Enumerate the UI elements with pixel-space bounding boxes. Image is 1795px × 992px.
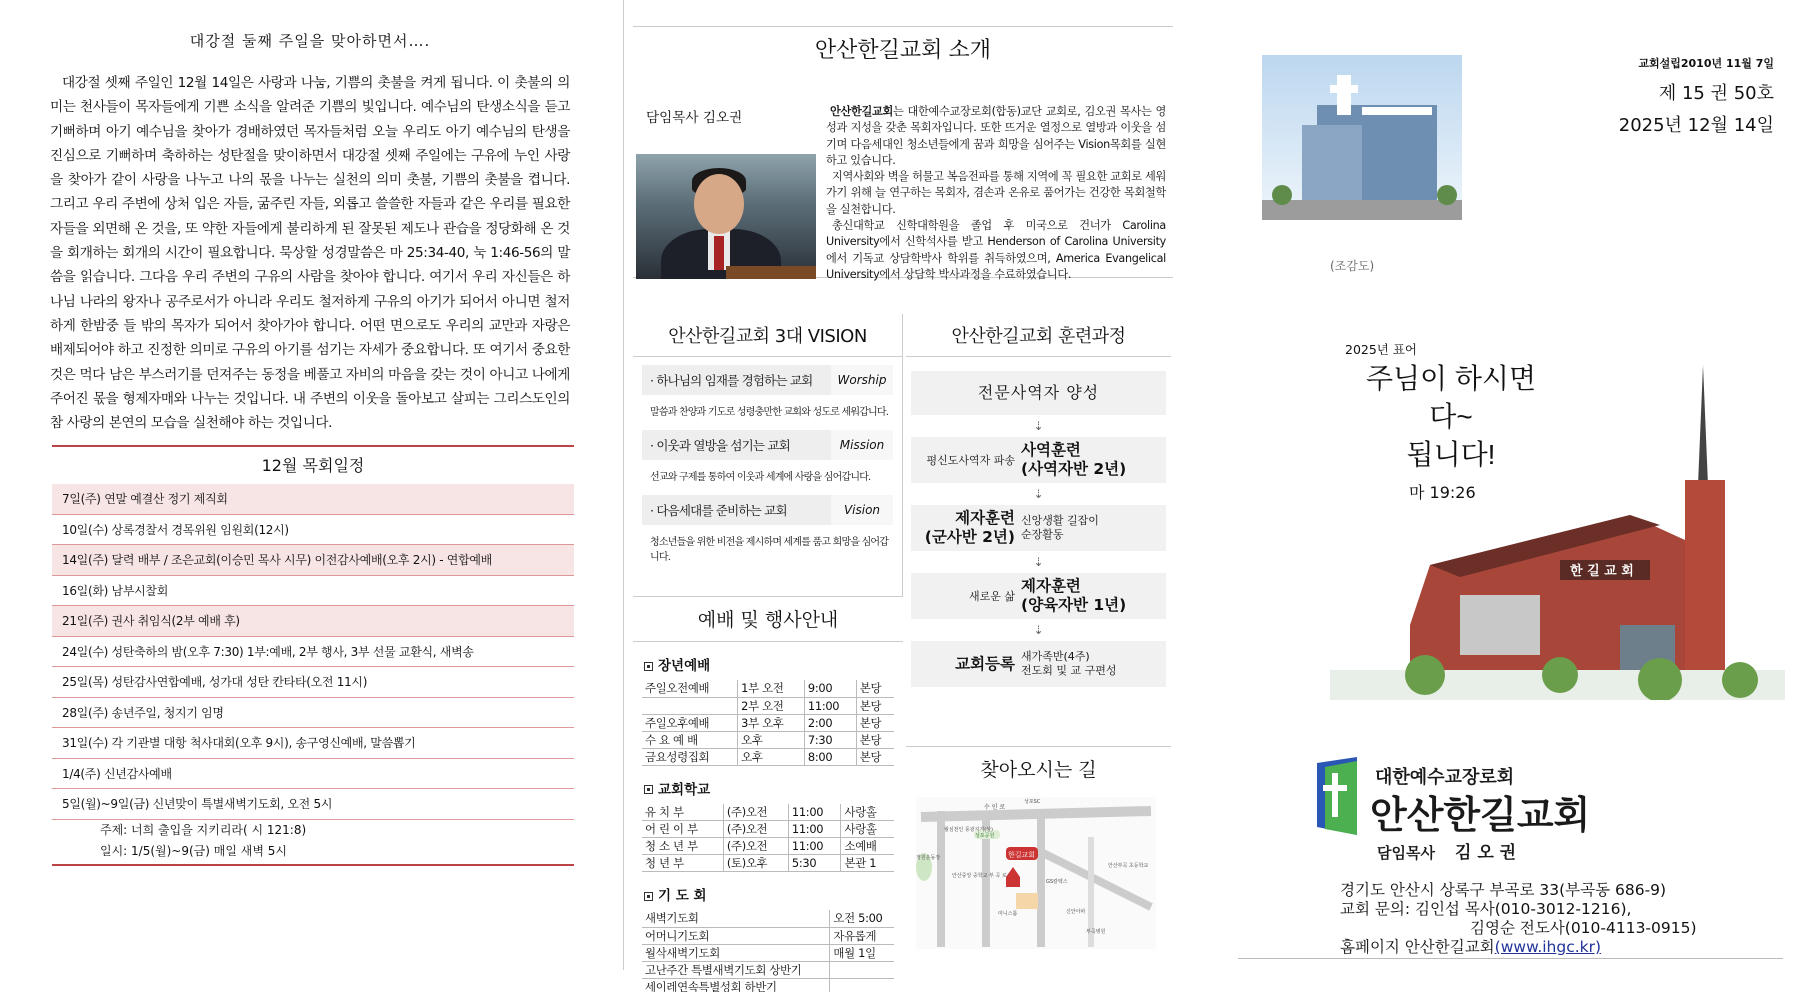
map-title: 찾아오시는 길 — [980, 759, 1097, 781]
schedule-item: 5일(월)~9일(금) 신년맞이 특별새벽기도회, 오전 5시 — [52, 789, 574, 820]
vision-head — [642, 430, 893, 460]
intro-text — [826, 104, 1166, 283]
training-section — [906, 314, 1171, 746]
table-row — [642, 697, 894, 714]
contact-2: 김영순 전도사(010-4113-0915) — [1470, 919, 1697, 937]
intro-church-name: 안산한길교회 — [829, 105, 894, 118]
schedule-list — [52, 484, 574, 820]
training-step-5-name: 교회등록 — [955, 654, 1015, 673]
table-cell — [642, 697, 738, 714]
prayer-table — [642, 910, 894, 992]
square-bullet-icon — [644, 892, 653, 901]
table-cell: 오후 — [738, 731, 805, 748]
homepage-link[interactable]: (www.ihgc.kr) — [1494, 938, 1602, 956]
vision-korean: · 하나님의 임재를 경험하는 교회 — [650, 373, 813, 388]
map-shinan-label: 신안아파 — [1066, 909, 1086, 915]
training-step-2 — [911, 437, 1166, 483]
table-cell: 고난주간 특별새벽기도회 상반기 — [642, 961, 830, 978]
logo-church-name: 안산한길교회 — [1370, 793, 1591, 837]
table-cell: 어머니기도회 — [642, 927, 830, 944]
map-image — [916, 797, 1156, 949]
middle-column — [633, 0, 1173, 992]
motto-line-3: 됩니다! — [1406, 439, 1496, 470]
table-row — [642, 927, 894, 944]
table-cell: 5:30 — [788, 855, 841, 872]
contact-1: 교회 문의: 김인섭 목사(010-3012-1216), — [1340, 900, 1632, 918]
worship-title: 예배 및 행사안내 — [633, 596, 903, 642]
table-cell: 청 년 부 — [642, 855, 723, 872]
worship-section — [633, 596, 903, 992]
church-logo — [1315, 755, 1615, 865]
table-row — [642, 714, 894, 731]
photo-tie — [714, 236, 724, 270]
table-cell: 본당 — [856, 714, 894, 731]
vision-desc: 말씀과 찬양과 기도로 성령충만한 교회와 성도로 세워갑니다. — [650, 407, 889, 418]
map-hosp-label: 부곡병원 — [1086, 929, 1106, 935]
table-cell: 어 린 이 부 — [642, 821, 723, 838]
schedule-bottom-rule — [52, 864, 574, 866]
table-cell: 2:00 — [804, 714, 856, 731]
table-cell: 주일오전예배 — [642, 680, 738, 697]
intro-title: 안산한길교회 소개 — [633, 26, 1173, 70]
schedule-item: 16일(화) 남부시찰회 — [52, 576, 574, 607]
vision-head — [642, 365, 893, 395]
left-column — [40, 0, 580, 866]
logo-pastor-title: 담임목사 — [1377, 844, 1435, 862]
publication-info — [1540, 55, 1790, 137]
arrow-icon: ⇣ — [1033, 487, 1044, 501]
schedule-item: 24일(수) 성탄축하의 밤(오후 7:30) 1부:예배, 2부 행사, 3부 선물 교환식, 새벽송 — [52, 637, 574, 668]
table-cell: 세이레연속특별성회 하반기 — [642, 978, 830, 992]
schedule-item: 1/4(주) 신년감사예배 — [52, 759, 574, 790]
table-row — [642, 978, 894, 992]
table-cell: 본당 — [856, 680, 894, 697]
table-cell: 월삭새벽기도회 — [642, 944, 830, 961]
contact-block — [1340, 881, 1697, 957]
bottom-rule — [1238, 958, 1783, 959]
table-cell: 본당 — [856, 697, 894, 714]
training-step-4-name: 제자훈련 (양육자반 1년) — [1021, 577, 1127, 614]
table-cell: 11:00 — [804, 697, 856, 714]
church-rendering-image — [1262, 55, 1462, 220]
training-step-3 — [911, 505, 1166, 551]
table-cell: 9:00 — [804, 680, 856, 697]
vision-list — [633, 365, 902, 567]
vision-head — [642, 495, 893, 525]
table-cell: 오후 — [738, 748, 805, 765]
motto-reference: 마 19:26 — [1409, 483, 1476, 502]
table-cell: 8:00 — [804, 748, 856, 765]
table-cell: (토)오후 — [723, 855, 788, 872]
map-gs-label: GS칼텍스 — [1046, 879, 1068, 885]
table-cell: 금요성령집회 — [642, 748, 738, 765]
table-cell — [830, 978, 894, 992]
homepage: 홈페이지 안산한길교회(www.ihgc.kr) — [1340, 938, 1602, 956]
church-rendering — [1262, 55, 1462, 220]
table-cell: 11:00 — [788, 804, 841, 821]
training-step-3-desc: 신앙생활 길잡이 순장활동 — [1021, 514, 1099, 541]
table-row — [642, 804, 894, 821]
intro-paragraph-2: 지역사회와 벽을 허물고 복음전파를 통해 지역에 꼭 필요한 교회로 세워가기 위해 늘 연구하는 목회자, 겸손과 온유로 품어가는 건강한 목회철학을 실천합니다. — [826, 170, 1167, 216]
table-cell: 1부 오전 — [738, 680, 805, 697]
table-cell: 소예배 — [841, 838, 894, 855]
motto-line-2: 다~ — [1429, 401, 1473, 432]
vision-desc: 선교와 구제를 통하여 이웃과 세계에 사랑을 심어갑니다. — [650, 472, 871, 483]
church-sign: 한 길 교 회 — [1570, 564, 1634, 579]
table-cell: 사랑홀 — [841, 821, 894, 838]
worship-sec-school: 교회학교 — [644, 778, 903, 798]
church-logo-svg — [1315, 755, 1615, 865]
training-step-2-name: 사역훈련 (사역자반 2년) — [1021, 441, 1127, 478]
table-cell: 오전 5:00 — [830, 910, 894, 927]
founded-date: 교회설립2010년 11월 7일 — [1638, 57, 1774, 70]
table-cell: (주)오전 — [723, 821, 788, 838]
map-park-label: 성포공원 — [975, 833, 995, 839]
intro-section — [633, 26, 1173, 281]
column-divider — [623, 0, 624, 970]
letter-title: 대강절 둘째 주일을 맞아하면서…. — [189, 32, 431, 50]
table-cell: 본관 1 — [841, 855, 894, 872]
table-cell: 자유롭게 — [830, 927, 894, 944]
map-road-label: 수 인 로 — [984, 804, 1006, 811]
training-step-3-name: 제자훈련 (군사반 2년) — [924, 509, 1015, 546]
vision-korean: · 이웃과 열방을 섬기는 교회 — [650, 438, 790, 453]
vision-korean: · 다음세대를 준비하는 교회 — [650, 503, 787, 518]
vision-english: Mission — [831, 430, 893, 460]
map-school-label: 안산중앙 중학교 부 곡 로 — [952, 873, 1007, 879]
table-cell: 유 치 부 — [642, 804, 723, 821]
table-cell — [830, 961, 894, 978]
schedule-item: 21일(주) 권사 취임식(2부 예배 후) — [52, 606, 574, 637]
worship-sec-adult: 장년예배 — [644, 654, 903, 674]
schedule-sub-time: 일시: 1/5(월)~9(금) 매일 새벽 5시 — [100, 843, 287, 858]
table-cell: 3부 오후 — [738, 714, 805, 731]
training-step-5-desc: 새가족반(4주) 전도회 및 교 구편성 — [1021, 650, 1117, 677]
training-step-1: 전문사역자 양성 — [911, 371, 1166, 415]
table-cell: 11:00 — [788, 838, 841, 855]
training-title: 안산한길교회 훈련과정 — [906, 314, 1171, 357]
table-row — [642, 855, 894, 872]
map-field-label: 정원운동장 — [916, 855, 941, 861]
table-cell: (주)오전 — [723, 838, 788, 855]
intro-p1: 는 대한예수교장로회(합동)교단 교회로, 김오권 목사는 영성과 지성을 갖춘 목회자입니다. 또한 뜨거운 열정으로 열방과 이웃을 섬기며 다음세대인 청소년들에게 꿈과 희망을 심어주는 Vision목회를 실현하고 있습니다. — [826, 105, 1166, 167]
table-cell: 본당 — [856, 731, 894, 748]
map-elem-label: 안산부곡 초등학교 — [1108, 863, 1149, 869]
schedule-sub-theme: 주제: 너희 출입을 지키리라( 시 121:8) — [100, 822, 307, 837]
table-cell: (주)오전 — [723, 804, 788, 821]
table-cell: 청 소 년 부 — [642, 838, 723, 855]
motto-year: 2025년 표어 — [1345, 342, 1418, 357]
schedule-title: 12월 목회일정 — [52, 445, 574, 484]
vision-item — [642, 365, 893, 422]
logo-pastor-name: 김 오 권 — [1455, 843, 1517, 863]
training-step-4 — [911, 573, 1166, 619]
table-row — [642, 910, 894, 927]
vision-english: Worship — [831, 365, 893, 395]
intro-paragraph-1 — [826, 104, 1166, 169]
training-step-5 — [911, 641, 1166, 687]
arrow-icon: ⇣ — [1033, 419, 1044, 433]
table-cell: 본당 — [856, 748, 894, 765]
pastor-photo — [636, 154, 816, 279]
address: 경기도 안산시 상록구 부곡로 33(부곡동 686-9) — [1340, 881, 1667, 899]
motto-line-1: 주님이 하시면 — [1365, 363, 1537, 394]
training-step-2-label: 평신도사역자 파송 — [926, 453, 1015, 467]
vision-title: 안산한길교회 3대 VISION — [633, 314, 902, 357]
map-mart-label: 미니스톱 — [998, 911, 1018, 917]
vision-item — [642, 430, 893, 487]
arrow-icon: ⇣ — [1033, 623, 1044, 637]
table-cell: 11:00 — [788, 821, 841, 838]
table-cell: 수 요 예 배 — [642, 731, 738, 748]
map-apt-label: 월심천인 풍광지기(상) — [944, 827, 993, 833]
schedule-item: 31일(수) 각 기관별 대항 척사대회(오후 9시), 송구영신예배, 말씀뽑기 — [52, 728, 574, 759]
table-cell: 새벽기도회 — [642, 910, 830, 927]
vision-training-row — [633, 314, 1173, 992]
worship-sec-prayer: 기 도 회 — [644, 884, 903, 904]
table-cell: 매월 1일 — [830, 944, 894, 961]
directions-map — [916, 797, 1156, 949]
photo-podium — [726, 266, 816, 279]
table-cell: 주일오후예배 — [642, 714, 738, 731]
schedule-item: 7일(주) 연말 예결산 정기 제직회 — [52, 484, 574, 515]
vision-item — [642, 495, 893, 567]
vision-desc: 청소년들을 위한 비전을 제시하며 세계를 품고 희망을 심어갑니다. — [650, 537, 889, 563]
square-bullet-icon — [644, 662, 653, 671]
motto-text — [1351, 360, 1551, 474]
map-church-label: 한길교회 — [1008, 851, 1036, 859]
vision-section — [633, 314, 903, 596]
table-row — [642, 944, 894, 961]
table-cell: 2부 오전 — [738, 697, 805, 714]
school-table — [642, 804, 894, 873]
issue-date: 2025년 12월 14일 — [1618, 115, 1774, 136]
table-row — [642, 748, 894, 765]
letter-body: 대강절 셋째 주일인 12월 14일은 사랑과 나눔, 기쁨의 촛불을 켜게 됩니다. 이 촛불의 의미는 천사들이 목자들에게 기쁜 소식을 알려준 기쁨의 빛입니다. 예수님의 탄생소식을 듣고 기뻐하며 아기 예수님을 찾아가 경배하였던 목자들처럼 오늘 우리도 아기 예수님의 탄생을 진심으로 기뻐하며 축하하는 성탄절을 맞이하면서 대강절 셋째 주일에는 구유에 누인 사랑을 찾아가 같이 사랑을 나누고 나의 몫을 나누는 실천의 의미 촛불, 기쁨의 촛불을 켭니다. 그리고 우리 주변에 상처 입은 자들, 굶주린 자들, 외롭고 쓸쓸한 자들과 같은 우리를 필요한 자들을 외면해 온 것을, 또 약한 자들에게 불리하게 된 잘못된 제도나 관습을 정당화해 온 것을 회개하는 회개의 시간이 필요합니다. 묵상할 성경말씀은 마 25:34-40, 눅 1:46-56의 말씀을 읽습니다. 그다음 우리 주변의 구유의 사람을 찾아야 합니다. 여기서 우리 자신들은 하나님 나라의 왕자나 공주로서가 아니라 우리도 철저하게 구유의 아기가 되어서 아니면 철저하게 한밤중 들 밖의 목자가 되어서 찾아가야 합니다. 어떤 면으로도 우리의 교만과 자랑은 배제되어야 하고 진정한 의미로 구유의 아기를 섬기는 자세가 중요합니다. 또 여기서 중요한 것은 먹다 남은 부스러기를 던져주는 동정을 베풀고 자비의 마음을 갖는 것이 아니고 나에게 주어진 몫을 형제자매와 나누는 것입니다. 내 주변의 이웃을 돌아보고 살피는 그리스도인의 참 사랑의 본연의 모습을 실천해야 하는 것입니다. — [50, 75, 570, 432]
square-bullet-icon — [644, 785, 653, 794]
pastor-label: 담임목사 김오권 — [646, 110, 743, 126]
photo-face — [694, 174, 744, 234]
training-step-4-label: 새로운 삶 — [968, 590, 1015, 603]
map-section — [906, 746, 1171, 951]
schedule-item: 28일(주) 송년주일, 청지기 임명 — [52, 698, 574, 729]
table-cell: 사랑홀 — [841, 804, 894, 821]
table-row — [642, 838, 894, 855]
schedule-item: 25일(목) 성탄감사연합예배, 성가대 성탄 칸타타(오전 11시) — [52, 667, 574, 698]
rendering-caption: (조감도) — [1330, 259, 1375, 273]
logo-denomination: 대한예수교장로회 — [1375, 767, 1515, 788]
adult-worship-table — [642, 680, 894, 766]
table-row — [642, 731, 894, 748]
map-gas-label: 성포SC — [1024, 799, 1041, 805]
intro-paragraph-3: 총신대학교 신학대학원을 졸업 후 미국으로 건너가 Carolina University에서 신학석사를 받고 Henderson of Carolina University에서 기독교 상담학박사 학위를 취득하였으며, America Evangelical University에서 상담학 박사과정을 수료하였습니다. — [826, 219, 1166, 281]
schedule-item: 10일(수) 상록경찰서 경목위원 임원회(12시) — [52, 515, 574, 546]
volume-number: 제 15 권 50호 — [1658, 83, 1774, 104]
table-cell: 7:30 — [804, 731, 856, 748]
table-row — [642, 680, 894, 697]
schedule-item: 14일(주) 달력 배부 / 조은교회(이승민 목사 시무) 이전감사예배(오후 2시) - 연합예배 — [52, 545, 574, 576]
arrow-icon: ⇣ — [1033, 555, 1044, 569]
table-row — [642, 961, 894, 978]
vision-english: Vision — [831, 495, 893, 525]
table-row — [642, 821, 894, 838]
